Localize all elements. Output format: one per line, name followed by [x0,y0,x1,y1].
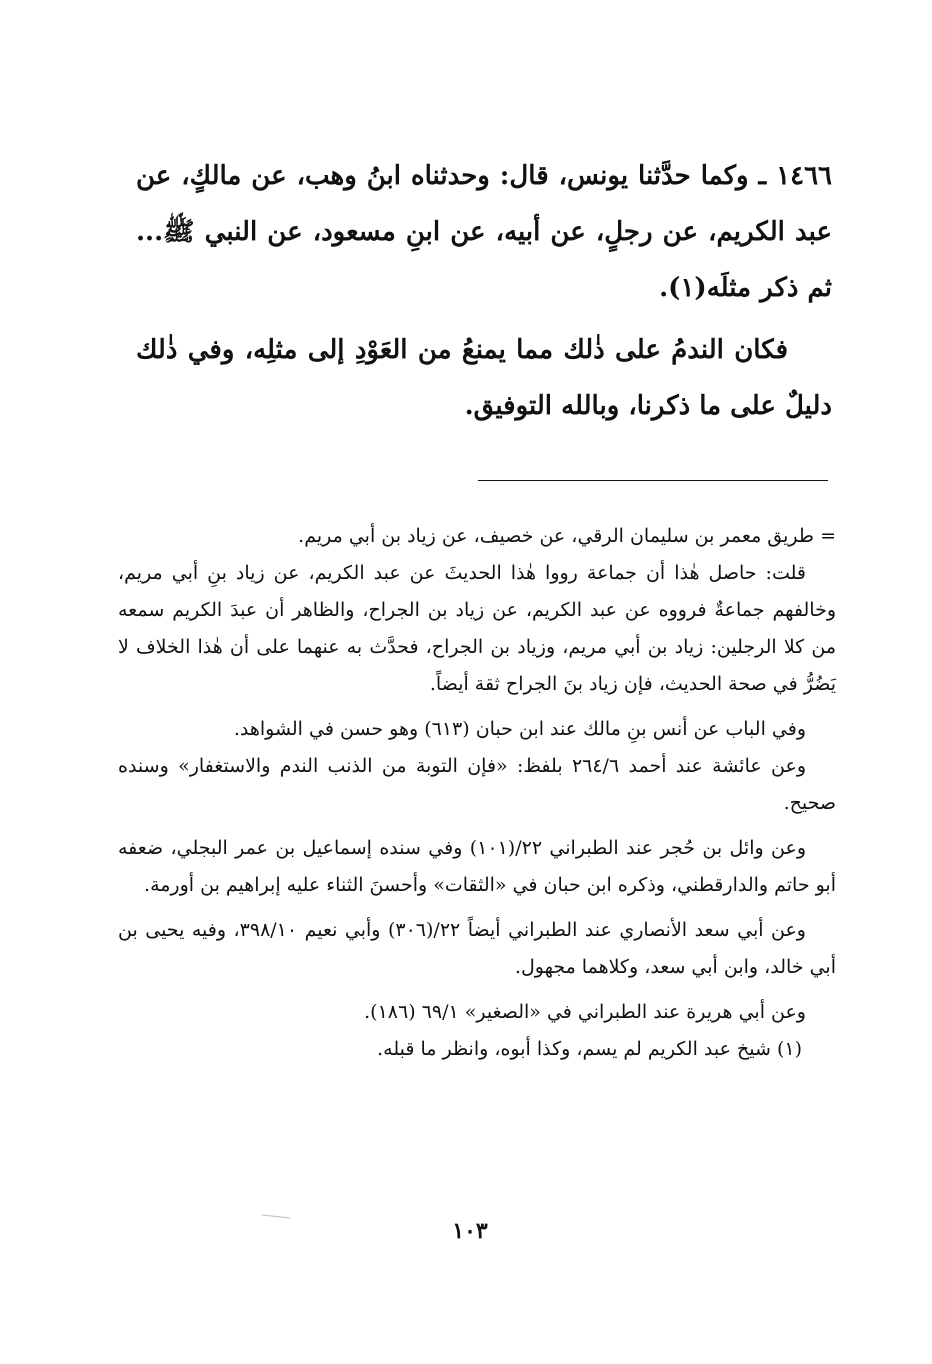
footnote-paragraph: وعن أبي هريرة عند الطبراني في «الصغير» ٦٩/١ (١٨٦). [364,1001,806,1023]
footnote-paragraph: وفي الباب عن أنس بنِ مالك عند ابن حبان (٦١٣) وهو حسن في الشواهد. [233,718,806,740]
footnote-1: (١) شيخ عبد الكريم لم يسم، وكذا أبوه، وانظر ما قبله. [377,1038,802,1060]
page-number: ١٠٣ [452,1218,488,1244]
footnote-paragraph: وعن أبي سعد الأنصاري عند الطبراني أيضاً ٢٢/(٣٠٦) وأبي نعيم ٣٩٨/١٠، وفيه يحيى بن أبي خالد، وابن أبي سعد، وكلاهما مجهول. [118,919,836,978]
scan-mark [262,1215,290,1219]
commentary-paragraph: فكان الندمُ على ذٰلك مما يمنعُ من العَوْدِ إلى مثلِه، وفي ذٰلك دليلٌ على ما ذكرنا، وبالله التوفيق. [136,335,832,421]
hadith-paragraph: ١٤٦٦ ـ وكما حدَّثنا يونس، قال: وحدثناه ابنُ وهب، عن مالكٍ، عن عبد الكريم، عن رجلٍ، عن أبيه، عن ابنِ مسعود، عن النبي ﷺ... ثم ذكر مثلَه(١). [136,161,832,303]
footnotes [118,518,836,1068]
footnote-paragraph: وعن عائشة عند أحمد ٢٦٤/٦ بلفظ: «فإن التوبة من الذنب الندم والاستغفار» وسنده صحيح. [118,755,836,814]
footnote-continuation: = طريق معمر بن سليمان الرقي، عن خصيف، عن زياد بن أبي مريم. [298,525,836,547]
footnote-paragraph: قلت: حاصل هٰذا أن جماعة رووا هٰذا الحديثَ عن عبد الكريم، عن زياد بنِ أبي مريم، وخالفهم جماعةٌ فرووه عن عبد الكريم، عن زياد بن الجراح، والظاهر أن عبدَ الكريم سمعه من كلا الرجلين: زياد بن أبي مريم، وزياد بن الجراح، فحدَّث به عنهما على أن هٰذا الخلاف لا يَضُرُّ في صحة الحديث، فإن زياد بنَ الجراح ثقة أيضاً. [118,562,836,695]
footnote-separator [478,480,828,481]
footnote-paragraph: وعن وائل بن حُجر عند الطبراني ٢٢/(١٠١) وفي سنده إسماعيل بن عمر البجلي، ضعفه أبو حاتم والدارقطني، وذكره ابن حبان في «الثقات» وأحسنَ الثناء عليه إبراهيم بن أورمة. [118,837,836,896]
main-text [136,148,832,434]
